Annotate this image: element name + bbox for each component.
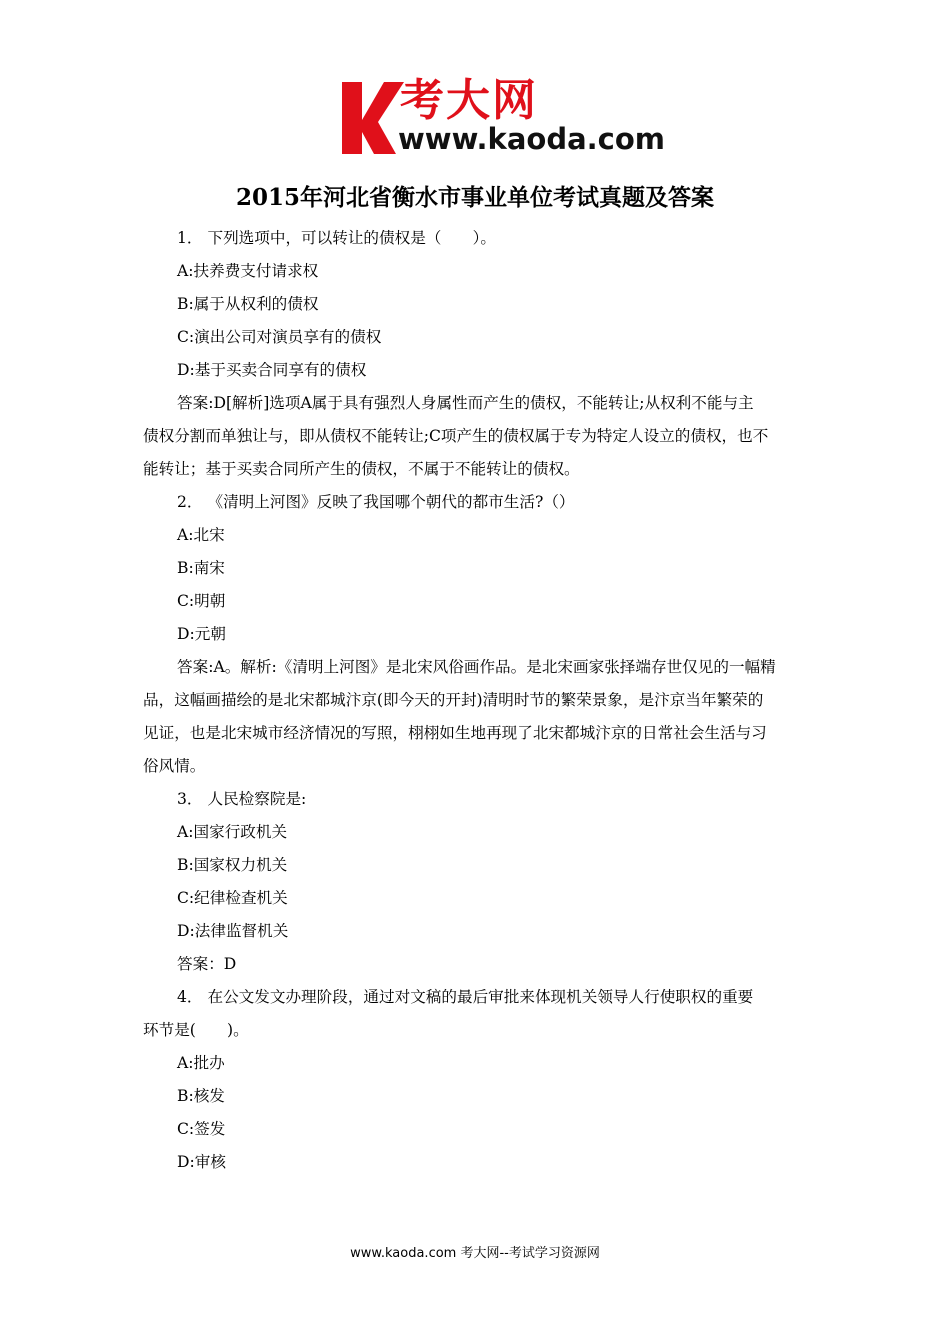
k-logo-mark: [338, 76, 404, 158]
q2-option-b: B:南宋: [177, 559, 225, 577]
q2-option-d: D:元朝: [177, 625, 226, 643]
q3-option-d: D:法律监督机关: [177, 922, 289, 940]
question-4-line-1: 4． 在公文发文办理阶段，通过对文稿的最后审批来体现机关领导人行使职权的重要: [177, 988, 754, 1006]
q2-option-c: C:明朝: [177, 592, 226, 610]
q2-answer-line-3: 见证，也是北宋城市经济情况的写照，栩栩如生地再现了北宋都城汴京的日常社会生活与习: [143, 724, 767, 742]
q3-option-c: C:纪律检查机关: [177, 889, 288, 907]
q1-option-a: A:扶养费支付请求权: [177, 262, 319, 280]
q1-answer-line-3: 能转让；基于买卖合同所产生的债权，不属于不能转让的债权。: [143, 460, 580, 478]
document-body: [143, 222, 811, 1179]
site-logo: [338, 75, 665, 158]
q2-answer-line-2: 品，这幅画描绘的是北宋都城汴京(即今天的开封)清明时节的繁荣景象，是汴京当年繁荣的: [143, 691, 764, 709]
question-1: 1． 下列选项中，可以转让的债权是（ ）。: [177, 229, 496, 247]
q4-option-b: B:核发: [177, 1087, 225, 1105]
q1-option-d: D:基于买卖合同享有的债权: [177, 361, 367, 379]
q4-option-d: D:审核: [177, 1153, 226, 1171]
q3-option-a: A:国家行政机关: [177, 823, 288, 841]
question-4-line-2: 环节是( )。: [143, 1021, 249, 1039]
q1-option-b: B:属于从权利的债权: [177, 295, 319, 313]
q2-answer-line-1: 答案:A。解析:《清明上河图》是北宋风俗画作品。是北宋画家张择端存世仅见的一幅精: [177, 658, 776, 676]
page-footer: www.kaoda.com 考大网--考试学习资源网: [350, 1246, 600, 1261]
q3-option-b: B:国家权力机关: [177, 856, 288, 874]
question-3: 3． 人民检察院是:: [177, 790, 307, 808]
logo-cn-text: 考大网: [400, 75, 538, 126]
q2-option-a: A:北宋: [177, 526, 225, 544]
q4-option-a: A:批办: [177, 1054, 225, 1072]
q1-answer-line-1: 答案:D[解析]选项A属于具有强烈人身属性而产生的债权，不能转让;从权利不能与主: [177, 394, 754, 412]
document-title: 2015年河北省衡水市事业单位考试真题及答案: [235, 184, 714, 211]
q2-answer-line-4: 俗风情。: [143, 757, 206, 775]
question-2: 2． 《清明上河图》反映了我国哪个朝代的都市生活?（）: [177, 493, 575, 511]
q4-option-c: C:签发: [177, 1120, 226, 1138]
q3-answer: 答案：D: [177, 955, 237, 973]
logo-url-text: www.kaoda.com: [398, 122, 665, 156]
q1-answer-line-2: 债权分割而单独让与，即从债权不能转让;C项产生的债权属于专为特定人设立的债权，也不: [143, 427, 769, 445]
q1-option-c: C:演出公司对演员享有的债权: [177, 328, 382, 346]
